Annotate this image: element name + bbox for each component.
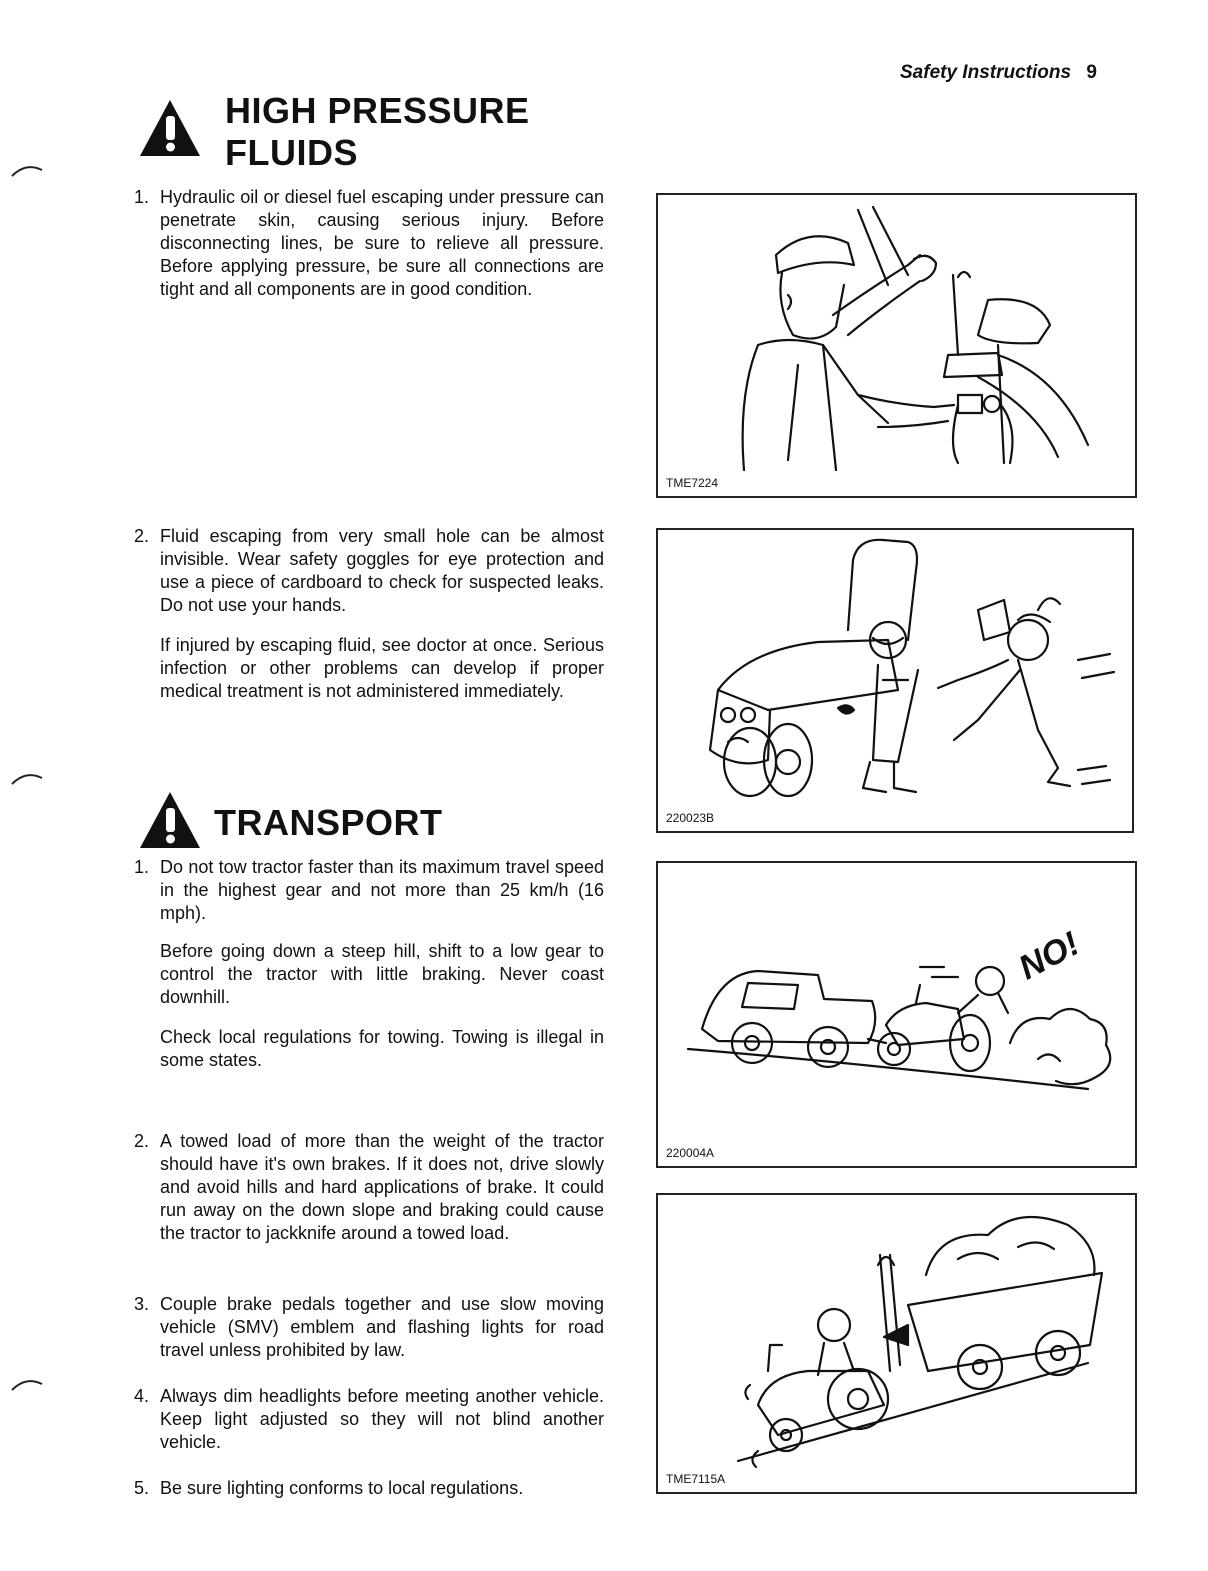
- section-title: Safety Instructions: [900, 62, 1072, 83]
- warning-triangle-icon: [138, 98, 202, 158]
- item-text: Hydraulic oil or diesel fuel escaping under pressure can penetrate skin, causing serious injury. Before disconnecting lines, be sure to relieve all pressure. Before applying pressure, be sure all connections are tight and all components are in good condition.: [160, 187, 604, 299]
- page-number: 9: [1086, 62, 1097, 83]
- item-paragraph: Before going down a steep hill, shift to a low gear to control the tractor with little braking. Never coast downhill.: [160, 941, 604, 1007]
- illustration-towed-load: [658, 1195, 1135, 1492]
- item-text: Do not tow tractor faster than its maximum travel speed in the highest gear and not more than 25 km/h (16 mph).: [160, 857, 604, 923]
- figure-hydraulic-operator: [656, 193, 1137, 498]
- item-text: Couple brake pedals together and use slow moving vehicle (SMV) emblem and flashing lights for road travel unless prohibited by law.: [160, 1294, 604, 1360]
- list-item: [134, 1130, 604, 1245]
- item-number: 2.: [134, 526, 150, 546]
- item-text: Be sure lighting conforms to local regulations.: [160, 1478, 524, 1498]
- list-item: [134, 856, 604, 925]
- figure-code: 220023B: [666, 811, 715, 825]
- heading-line: FLUIDS: [225, 132, 358, 173]
- no-sign-text: NO!: [1012, 924, 1086, 988]
- figure-towing: [656, 861, 1137, 1168]
- margin-mark: [8, 768, 48, 788]
- list-item: [134, 1293, 604, 1362]
- illustration-operator-hydraulics: [658, 195, 1135, 496]
- item-text: Always dim headlights before meeting another vehicle. Keep light adjusted so they will not blind another vehicle.: [160, 1386, 604, 1452]
- item-number: 2.: [134, 1131, 150, 1151]
- warning-triangle-icon: [138, 790, 202, 850]
- figure-code: TME7115A: [666, 1472, 726, 1486]
- margin-mark: [8, 1374, 48, 1394]
- item-number: 4.: [134, 1386, 150, 1406]
- list-item: [134, 186, 604, 301]
- item-number: 1.: [134, 187, 150, 207]
- item-number: 1.: [134, 857, 150, 877]
- illustration-leak-cartoon: [658, 530, 1132, 831]
- running-header: [900, 62, 1097, 84]
- margin-mark: [8, 160, 48, 180]
- list-item: [134, 525, 604, 617]
- list-item: [134, 1477, 604, 1500]
- figure-towed-load-slope: [656, 1193, 1137, 1494]
- section-heading-transport: TRANSPORT: [214, 802, 443, 843]
- list-item: [134, 1385, 604, 1454]
- item-paragraph: If injured by escaping fluid, see doctor at once. Serious infection or other problems can develop if proper medical treatment is not administered immediately.: [160, 635, 604, 701]
- figure-fluid-leak: [656, 528, 1134, 833]
- item-number: 5.: [134, 1478, 150, 1498]
- item-paragraph: Check local regulations for towing. Towing is illegal in some states.: [160, 1027, 604, 1070]
- illustration-towing-cartoon: [658, 863, 1135, 1166]
- figure-code: 220004A: [666, 1146, 715, 1160]
- item-text: Fluid escaping from very small hole can be almost invisible. Wear safety goggles for eye protection and use a piece of cardboard to check for suspected leaks. Do not use your hands.: [160, 526, 604, 615]
- item-text: A towed load of more than the weight of the tractor should have it's own brakes. If it does not, drive slowly and avoid hills and hard applications of brake. It could run away on the down slope and braking could cause the tractor to jackknife around a towed load.: [160, 1131, 604, 1243]
- figure-code: TME7224: [666, 476, 719, 490]
- item-number: 3.: [134, 1294, 150, 1314]
- section-heading-high-pressure: [225, 90, 530, 174]
- heading-line: HIGH PRESSURE: [225, 90, 530, 131]
